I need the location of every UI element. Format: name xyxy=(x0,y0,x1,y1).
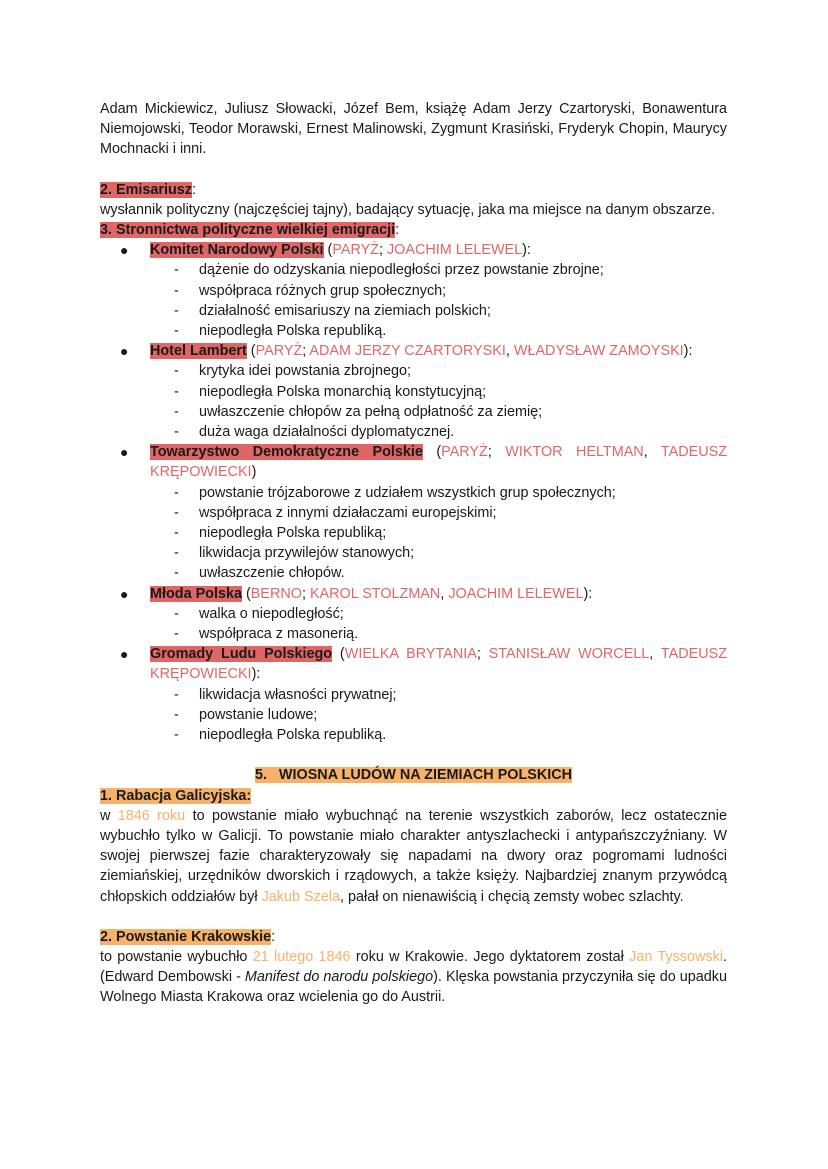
party-person: KAROL STOLZMAN xyxy=(309,585,441,602)
list-item: - duża waga działalności dyplomatycznej. xyxy=(174,424,455,441)
document-content: Adam Mickiewicz, Juliusz Słowacki, Józef Bem, książę Adam Jerzy Czartoryski, Bonawentura Niemojowski, Teodor Morawski, Ernest Malinowski, Zygmunt Krasiński, Fryderyk Chopin, Maurycy Mochnacki i inni. 2. Emisariusz: wysłannik polityczny (najczęściej tajny), badający sytuację, jaka ma miejsce na danym obszarze. 3. Stronnictwa polityczne wielkiej emigracji: ● Komitet Narodowy Polski (PARYŻ; JOACHIM LELEWEL): - dążenie do odzyskania niepodległości przez powstanie zbrojne; - współpraca różnych grup społecznych; - działalność emisariuszy na ziemiach polskich; - niepodległa Polska republiką. ● Hotel Lambert (PARYŻ; ADAM JERZY CZARTORYSKI, WŁADYSŁAW ZAMOYSKI): - krytyka idei powstania zbrojnego; - niepodległa Polska monarchią konstytucyjną; - uwłaszczenie chłopów za pełną odpłatność za ziemię; - duża waga działalności dyplomatycznej. ● Towarzystwo Demokratyczne Polskie (PARYŻ; WIKTOR HELTMAN, TADEUSZ KRĘPOWIECKI) - powstanie trójzaborowe z udziałem wszystkich grup społecznych; - współpraca z innymi działaczami europejskimi; - niepodległa Polska republiką; - likwidacja przywilejów stanowych; - uwłaszczenie chłopów. ● Młoda Polska (BERNO; KAROL STOLZMAN, JOACHIM LELEWEL): - walka o niepodległość; - współpraca z masonerią. ● Gromady Ludu Polskiego (WIELKA BRYTANIA; STANISŁAW WORCELL, TADEUSZ KRĘPOWIECKI): - likwidacja własności prywatnej; - powstanie ludowe; - niepodległa Polska republiką. 5. WIOSNA LUDÓW NA ZIEMIACH POLSKICH 1. Rabacja Galicyjska: w 1846 roku to powstanie miało wybuchnąć na terenie wszystkich zaborów, lecz ostatecznie wybuchło tylko w Galicji. To powstanie miało charakter antyszlachecki i antypańszczyźniany. W swojej pierwszej fazie charakteryzowały się napadami na dwory oraz pogromami ludności ziemiańskiej, urzędników dworskich i rządowych, a także księży. Najbardziej znanym przywódcą chłopskich oddziałów był Jakub Szela, pałał on nienawiścią i chęcią zemsty wobec szlachty. 2. Powstanie Krakowskie: to powstanie wybuchło 21 lutego 1846 roku w Krakowie. Jego dyktatorem został Jan Tyssowski. (Edward Dembowski - Manifest do narodu polskiego). Klęska powstania przyczyniła się do upadku Wolnego Miasta Krakowa oraz wcielenia go do Austrii. xyxy=(100,99,727,1008)
party-person: TADEUSZ KRĘPOWIECKI xyxy=(150,444,727,481)
list-item: - uwłaszczenie chłopów za pełną odpłatność za ziemię; xyxy=(174,403,543,420)
party-person: JOACHIM LELEWEL xyxy=(386,242,523,259)
krakow-manifest: Manifest do narodu polskiego xyxy=(244,969,434,986)
party-place: PARYŻ xyxy=(441,444,488,461)
bullet-icon: ● xyxy=(120,343,129,360)
party-name: Hotel Lambert xyxy=(150,343,247,360)
list-item: - niepodległa Polska republiką. xyxy=(174,323,387,340)
party-item: ● Komitet Narodowy Polski (PARYŻ; JOACHIM LELEWEL): - dążenie do odzyskania niepodległości przez powstanie zbrojne; - współpraca różnych grup społecznych; - działalność emisariuszy na ziemiach polskich; - niepodległa Polska republiką. xyxy=(100,240,727,341)
list-item: - niepodległa Polska republiką. xyxy=(174,727,387,744)
bullet-icon: ● xyxy=(120,444,129,461)
list-item: - likwidacja przywilejów stanowych; xyxy=(174,545,415,562)
party-item: ● Młoda Polska (BERNO; KAROL STOLZMAN, JOACHIM LELEWEL): - walka o niepodległość; - współpraca z masonerią. xyxy=(100,584,727,645)
party-place: WIELKA BRYTANIA xyxy=(344,646,477,663)
list-item: - dążenie do odzyskania niepodległości przez powstanie zbrojne; xyxy=(174,262,604,279)
list-item: - likwidacja własności prywatnej; xyxy=(174,686,397,703)
stronnictwa-heading: 3. Stronnictwa polityczne wielkiej emigracji xyxy=(100,222,396,239)
party-person: JOACHIM LELEWEL xyxy=(448,585,584,602)
party-name: Młoda Polska xyxy=(150,585,242,602)
rabacja-leader: Jakub Szela xyxy=(261,888,340,905)
list-item: - niepodległa Polska republiką; xyxy=(174,525,387,542)
list-item: - działalność emisariuszy na ziemiach polskich; xyxy=(174,302,491,319)
party-item: ● Gromady Ludu Polskiego (WIELKA BRYTANIA; STANISŁAW WORCELL, TADEUSZ KRĘPOWIECKI): - likwidacja własności prywatnej; - powstanie ludowe; - niepodległa Polska republiką. xyxy=(100,644,727,745)
krakow-dictator: Jan Tyssowski xyxy=(629,948,723,965)
party-place: BERNO xyxy=(250,585,302,602)
bullet-icon: ● xyxy=(120,585,129,602)
section-title: 5. WIOSNA LUDÓW NA ZIEMIACH POLSKICH xyxy=(254,767,573,784)
party-name: Komitet Narodowy Polski xyxy=(150,242,324,259)
party-person: ADAM JERZY CZARTORYSKI xyxy=(309,343,506,360)
party-place: PARYŻ xyxy=(332,242,379,259)
party-person: WIKTOR HELTMAN xyxy=(505,444,644,461)
party-item: ● Hotel Lambert (PARYŻ; ADAM JERZY CZARTORYSKI, WŁADYSŁAW ZAMOYSKI): - krytyka idei powstania zbrojnego; - niepodległa Polska monarchią konstytucyjną; - uwłaszczenie chłopów za pełną odpłatność za ziemię; - duża waga działalności dyplomatycznej. xyxy=(100,341,727,442)
list-item: - współpraca różnych grup społecznych; xyxy=(174,282,447,299)
list-item: - krytyka idei powstania zbrojnego; xyxy=(174,363,411,380)
list-item: - walka o niepodległość; xyxy=(174,605,344,622)
list-item: - uwłaszczenie chłopów. xyxy=(174,565,345,582)
krakow-date: 21 lutego 1846 xyxy=(252,948,351,965)
krakow-heading: 2. Powstanie Krakowskie xyxy=(100,928,272,945)
bullet-icon: ● xyxy=(120,242,129,259)
emisariusz-heading: 2. Emisariusz xyxy=(100,181,192,198)
party-place: PARYŻ xyxy=(255,343,303,360)
intro-paragraph: Adam Mickiewicz, Juliusz Słowacki, Józef Bem, książę Adam Jerzy Czartoryski, Bonawentura Niemojowski, Teodor Morawski, Ernest Malinowski, Zygmunt Krasiński, Fryderyk Chopin, Maurycy Mochnacki i inni. xyxy=(100,101,727,158)
list-item: - niepodległa Polska monarchią konstytucyjną; xyxy=(174,383,487,400)
rabacja-year: 1846 roku xyxy=(117,807,186,824)
parties-list xyxy=(100,240,727,745)
party-name: Towarzystwo Demokratyczne Polskie xyxy=(150,444,423,461)
emisariusz-definition: wysłannik polityczny (najczęściej tajny), badający sytuację, jaka ma miejsce na danym obszarze. xyxy=(100,201,716,218)
rabacja-paragraph: w 1846 roku to powstanie miało wybuchnąć na terenie wszystkich zaborów, lecz ostatecznie wybuchło tylko w Galicji. To powstanie miało charakter antyszlachecki i antypańszczyźniany. W swojej pierwszej fazie charakteryzowały się napadami na dwory oraz pogromami ludności ziemiańskiej, urzędników dworskich i rządowych, a także księży. Najbardziej znanym przywódcą chłopskich oddziałów był Jakub Szela, pałał on nienawiścią i chęcią zemsty wobec szlachty. xyxy=(100,807,727,905)
party-person: TADEUSZ KRĘPOWIECKI xyxy=(150,646,727,683)
list-item: - współpraca z masonerią. xyxy=(174,626,359,643)
party-person: WŁADYSŁAW ZAMOYSKI xyxy=(513,343,684,360)
party-person: STANISŁAW WORCELL xyxy=(488,646,650,663)
list-item: - powstanie trójzaborowe z udziałem wszystkich grup społecznych; xyxy=(174,484,616,501)
party-item: ● Towarzystwo Demokratyczne Polskie (PARYŻ; WIKTOR HELTMAN, TADEUSZ KRĘPOWIECKI) - powstanie trójzaborowe z udziałem wszystkich grup społecznych; - współpraca z innymi działaczami europejskimi; - niepodległa Polska republiką; - likwidacja przywilejów stanowych; - uwłaszczenie chłopów. xyxy=(100,442,727,583)
list-item: - współpraca z innymi działaczami europejskimi; xyxy=(174,504,497,521)
party-name: Gromady Ludu Polskiego xyxy=(150,646,333,663)
krakow-paragraph: to powstanie wybuchło 21 lutego 1846 roku w Krakowie. Jego dyktatorem został Jan Tyssowski. (Edward Dembowski - Manifest do narodu polskiego). Klęska powstania przyczyniła się do upadku Wolnego Miasta Krakowa oraz wcielenia go do Austrii. xyxy=(100,948,727,1006)
rabacja-heading: 1. Rabacja Galicyjska: xyxy=(100,787,252,804)
list-item: - powstanie ludowe; xyxy=(174,706,318,723)
bullet-icon: ● xyxy=(120,646,129,663)
